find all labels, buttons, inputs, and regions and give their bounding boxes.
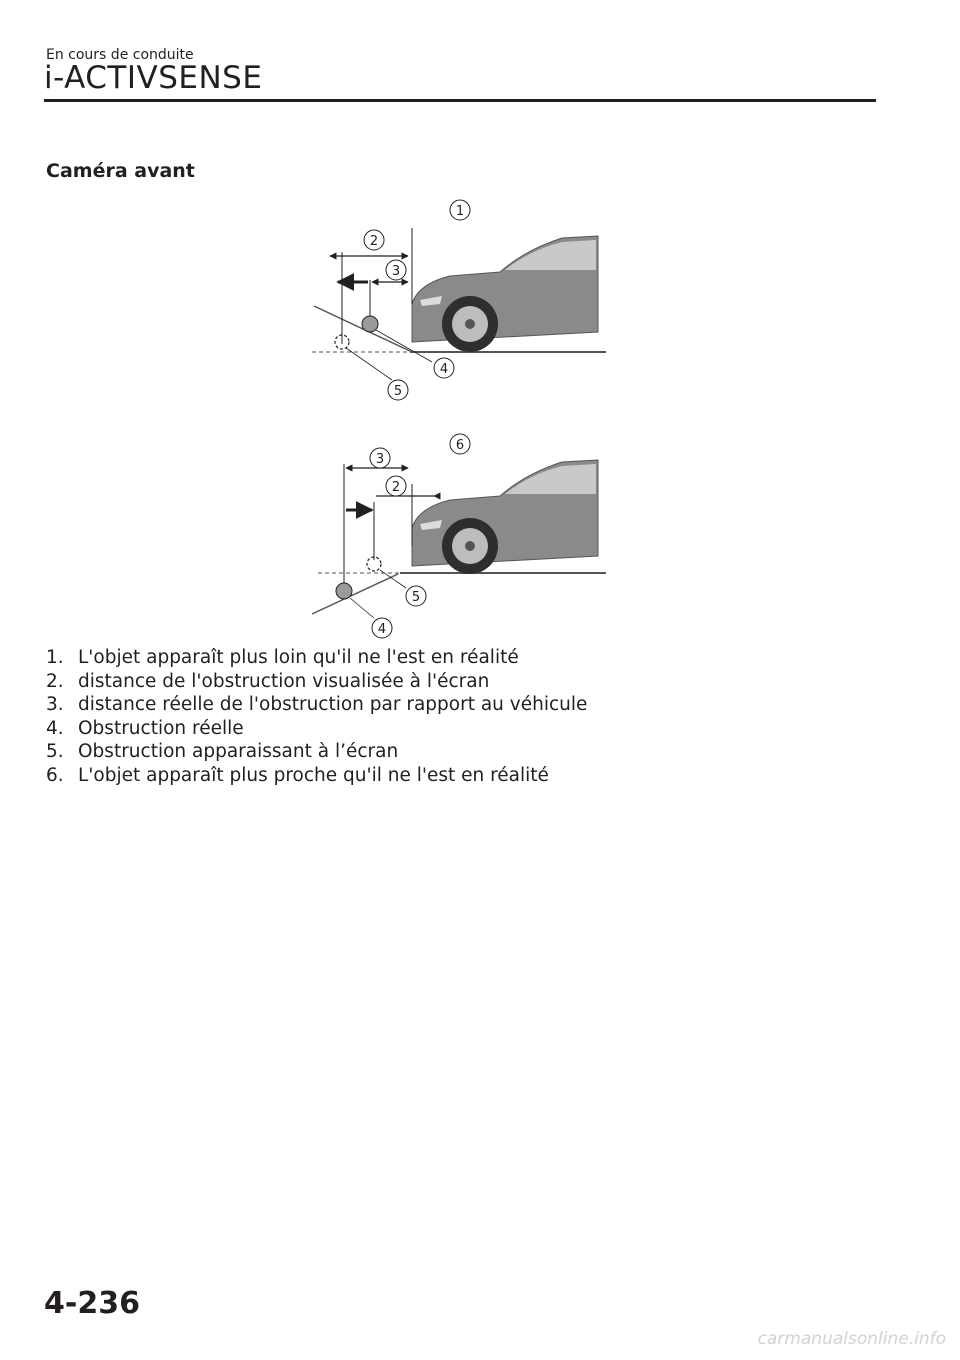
svg-text:6: 6 <box>455 438 465 453</box>
legend-item: 4. Obstruction réelle <box>46 717 244 739</box>
section-label: En cours de conduite <box>46 47 194 63</box>
header-rule <box>44 99 876 102</box>
diagram-object-closer <box>300 428 620 644</box>
svg-text:4: 4 <box>377 622 387 637</box>
callout-1 <box>450 200 470 220</box>
svg-text:4: 4 <box>439 362 449 377</box>
legend-item: 3. distance réelle de l'obstruction par rapport au véhicule <box>46 694 588 715</box>
svg-text:5: 5 <box>393 384 403 399</box>
subheading: Caméra avant <box>46 160 195 182</box>
callout-3b <box>370 448 390 468</box>
legend-item: 1. L'objet apparaît plus loin qu'il ne l'est en réalité <box>46 647 519 668</box>
watermark: carmanualsonline.info <box>757 1329 946 1349</box>
legend-item: 2. distance de l'obstruction visualisée à l'écran <box>46 670 490 692</box>
svg-text:3: 3 <box>391 264 401 279</box>
callout-5b <box>406 586 426 606</box>
legend-item: 6. L'objet apparaît plus proche qu'il ne l'est en réalité <box>46 764 549 786</box>
callout-2b <box>386 476 406 496</box>
car-illustration <box>412 236 598 352</box>
svg-text:3: 3 <box>375 452 385 467</box>
callout-3 <box>386 260 406 280</box>
legend-list <box>46 646 587 787</box>
page-number: 4-236 <box>44 1286 140 1321</box>
svg-text:2: 2 <box>391 480 401 495</box>
svg-text:1: 1 <box>455 204 465 219</box>
svg-text:5: 5 <box>411 590 421 605</box>
callout-5 <box>388 380 408 400</box>
legend-item: 5. Obstruction apparaissant à l’écran <box>46 741 399 762</box>
car-illustration-2 <box>412 460 598 574</box>
callout-2 <box>364 230 384 250</box>
callout-4b <box>372 618 392 638</box>
callout-6 <box>450 434 470 454</box>
chapter-title: i-ACTIVSENSE <box>44 60 263 96</box>
svg-text:2: 2 <box>369 234 379 249</box>
diagram-object-farther <box>300 192 620 412</box>
callout-4 <box>434 358 454 378</box>
